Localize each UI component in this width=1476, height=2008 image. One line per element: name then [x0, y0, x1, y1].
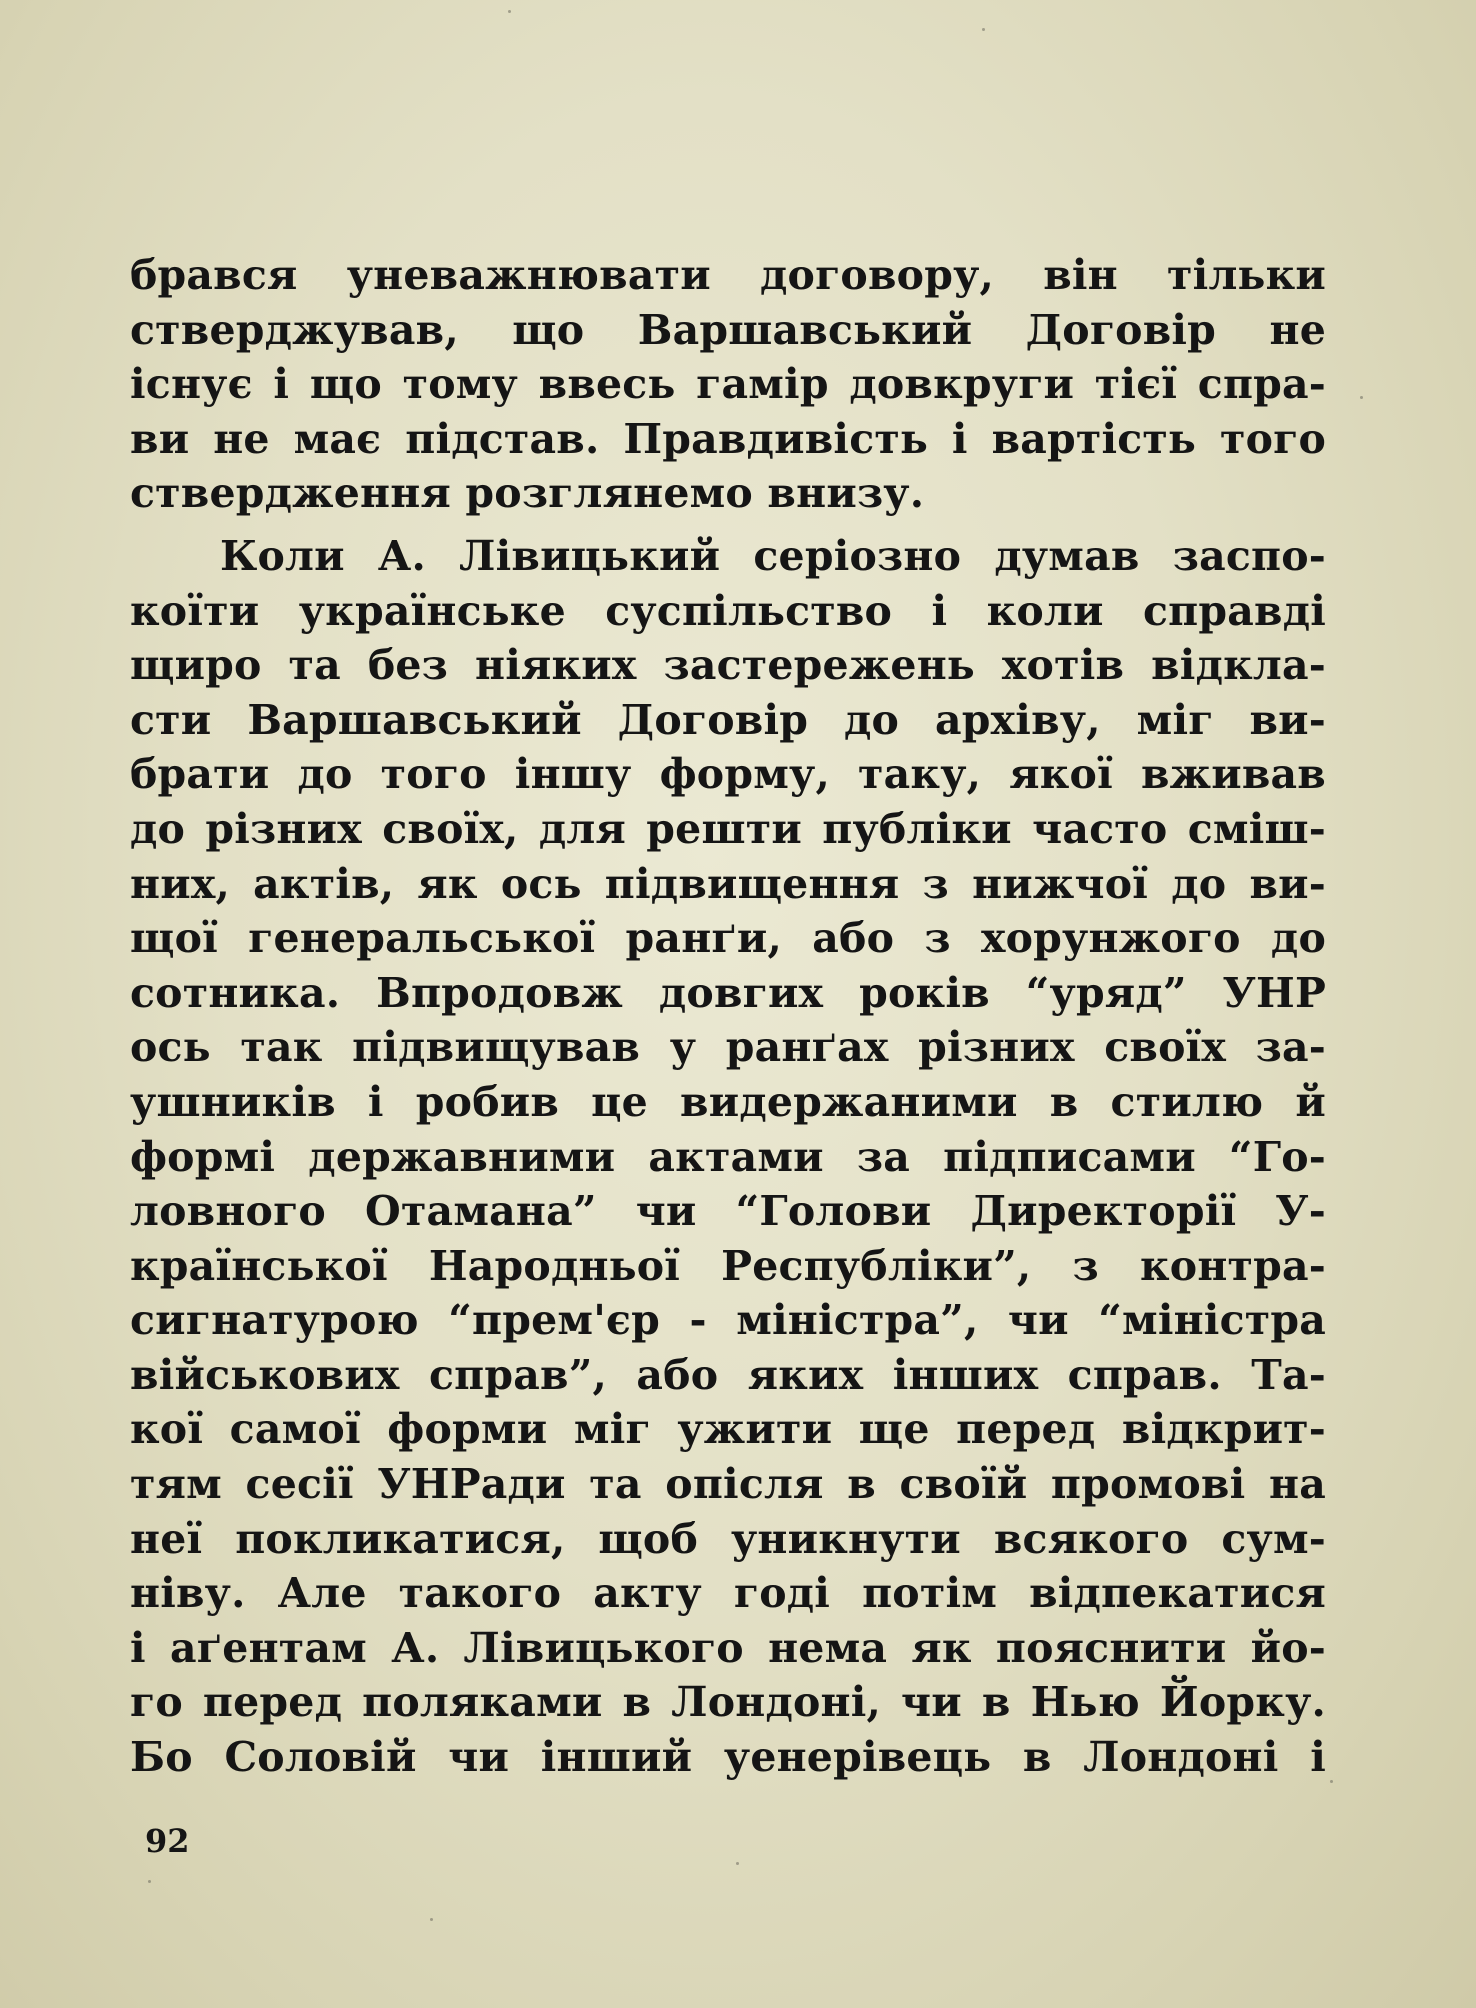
text-line: стверджував, що Варшавський Договір не	[130, 305, 1326, 354]
paper-speck	[430, 1918, 433, 1921]
page-number: 92	[145, 1822, 190, 1860]
text-line: і аґентам А. Лівицького нема як пояснити йо-	[130, 1623, 1326, 1672]
text-line: щої генеральської ранґи, або з хорунжого до	[130, 914, 1326, 963]
text-line: кої самої форми міг ужити ще перед відкрит-	[130, 1405, 1326, 1454]
text-line: го перед поляками в Лондоні, чи в Нью Йорку.	[130, 1678, 1326, 1727]
paper-speck	[148, 1880, 151, 1883]
text-line: сотника. Впродовж довгих років “уряд” УНР	[130, 968, 1326, 1017]
text-line: формі державними актами за підписами “Го-	[130, 1132, 1326, 1181]
text-line: тям сесії УНРади та опісля в своїй промові на	[130, 1460, 1326, 1509]
text-line: брався уневажнювати договору, він тільки	[130, 251, 1326, 299]
text-line: військових справ”, або яких інших справ. Та-	[130, 1350, 1326, 1399]
paragraph-start-line: Коли А. Лівицький серіозно думав заспо-	[220, 531, 1326, 580]
text-line: брати до того іншу форму, таку, якої вживав	[130, 750, 1326, 799]
text-line: Бо Соловій чи інший уенерівець в Лондоні і	[130, 1733, 1326, 1782]
text-line: ви не має підстав. Правдивість і вартість того	[130, 414, 1326, 463]
text-line: неї покликатися, щоб уникнути всякого сум-	[130, 1514, 1326, 1563]
text-line: ствердження розглянемо внизу.	[130, 469, 925, 518]
text-line: існує і що тому ввесь гамір довкруги тієї спра-	[130, 360, 1326, 409]
text-line: до різних своїх, для решти публіки часто сміш-	[130, 804, 1326, 853]
text-line: країнської Народньої Республіки”, з контра-	[130, 1241, 1326, 1290]
paper-speck	[1330, 1780, 1333, 1783]
text-line: ніву. Але такого акту годі потім відпекатися	[130, 1569, 1326, 1618]
text-line: них, актів, як ось підвищення з нижчої до ви-	[130, 859, 1326, 908]
body-text	[130, 248, 1326, 1785]
text-line: сигнатурою “прем'єр - міністра”, чи “міністра	[130, 1296, 1326, 1345]
text-line: ушників і робив це видержаними в стилю й	[130, 1077, 1326, 1126]
text-line: ловного Отамана” чи “Голови Директорії У-	[130, 1187, 1326, 1236]
text-line: ось так підвищував у ранґах різних своїх за-	[130, 1023, 1326, 1072]
paper-speck	[508, 10, 511, 13]
paper-speck	[736, 1862, 739, 1865]
text-line: сти Варшавський Договір до архіву, міг ви-	[130, 695, 1326, 744]
paper-speck	[1360, 396, 1363, 399]
text-line: коїти українське суспільство і коли справді	[130, 586, 1326, 635]
text-line: щиро та без ніяких застережень хотів відкла-	[130, 641, 1326, 690]
paper-speck	[982, 28, 985, 31]
